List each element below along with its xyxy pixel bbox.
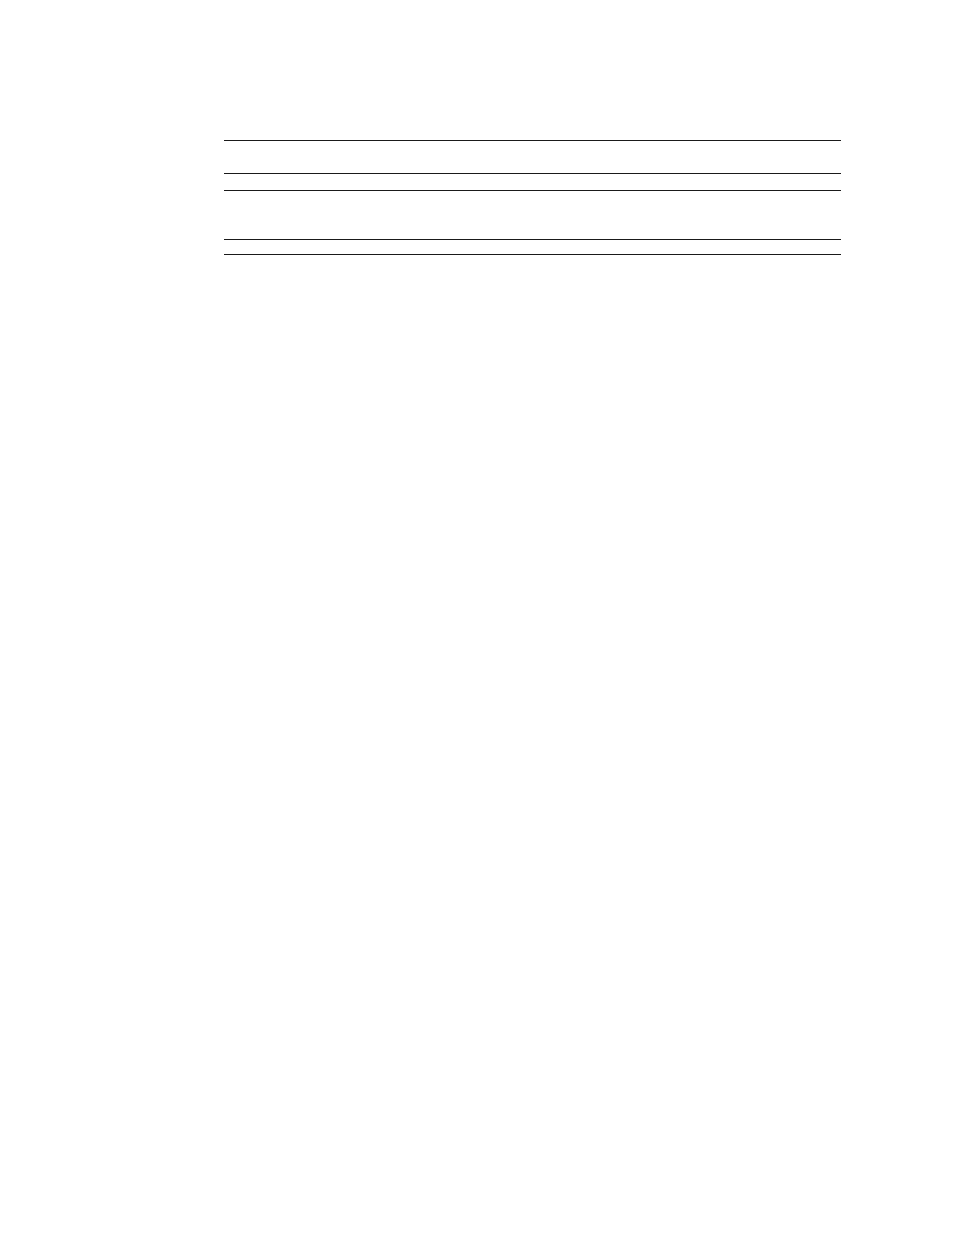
emc-immunity-table-container	[224, 140, 841, 255]
table-title	[224, 141, 841, 174]
column-header-compliance	[479, 191, 603, 240]
table-note-row	[224, 240, 841, 255]
table-intro	[224, 174, 841, 191]
page-header	[0, 52, 954, 70]
note-label	[224, 240, 351, 255]
note-text	[351, 240, 841, 255]
column-header-test	[224, 191, 351, 240]
table-title-row	[224, 141, 841, 174]
table-intro-row	[224, 174, 841, 191]
column-header-level	[351, 191, 479, 240]
emc-immunity-table	[224, 140, 841, 255]
column-header-guidance	[603, 191, 841, 240]
table-header-row	[224, 191, 841, 240]
